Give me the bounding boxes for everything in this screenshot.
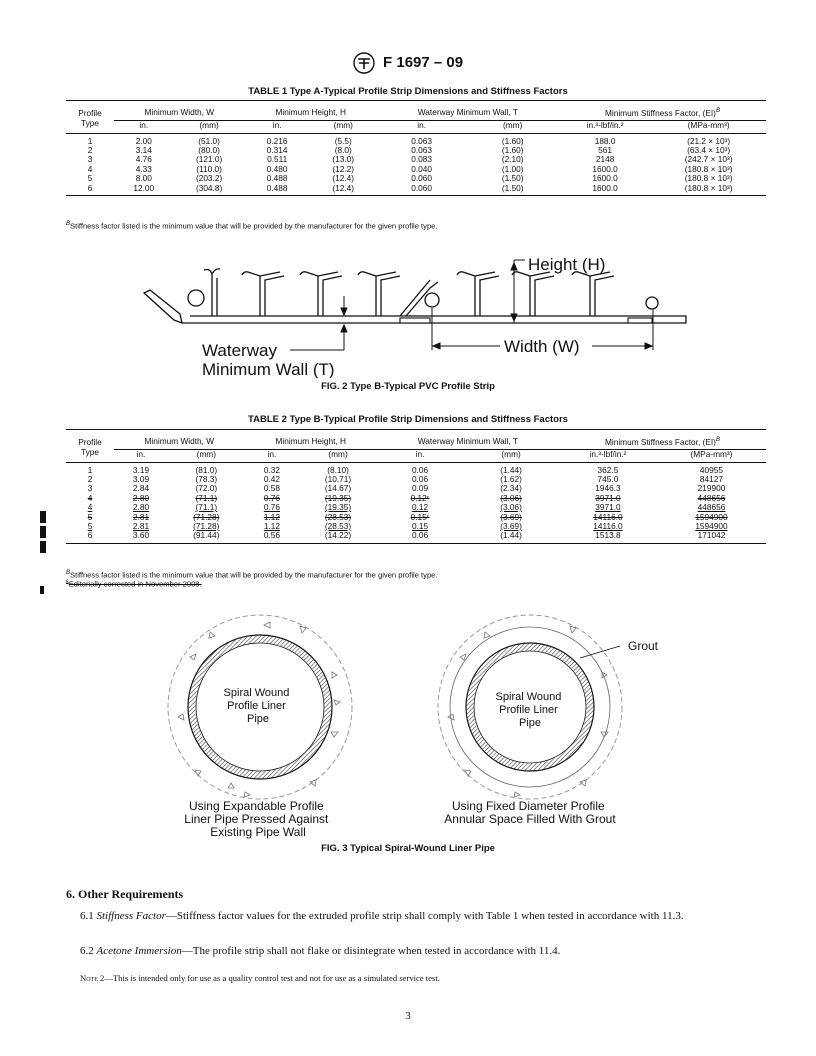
table2-caption: TABLE 2 Type B-Typical Profile Strip Dimensions and Stiffness Factors: [248, 414, 568, 425]
table-cell: (28.53): [324, 511, 352, 522]
table-cell: (304.8): [195, 182, 223, 193]
table-cell: 0.511: [267, 154, 288, 165]
table-cell: (71.28): [193, 511, 220, 522]
table-cell: (63.4 × 10³): [687, 144, 731, 155]
table2-footnote-editorial: $^\varepsilon$Editorially corrected in November 2008.: [66, 579, 202, 589]
unit-header: (mm): [310, 121, 377, 133]
table-cell: (242.7 × 10³): [684, 154, 733, 165]
table-cell: 1594900: [695, 511, 728, 522]
table-cell: 171042: [697, 530, 726, 541]
table-cell: 4.33: [135, 163, 152, 174]
unit-header: (mm): [174, 121, 245, 133]
table-cell: 3971.0: [595, 502, 621, 513]
table-cell: (14.22): [324, 530, 352, 541]
column-group-header: Minimum Stiffness Factor, (EI)$^B$: [559, 430, 766, 450]
table-cell: 6: [87, 530, 93, 541]
table-cell: 0.488: [266, 182, 288, 193]
fig3-caption: FIG. 3 Typical Spiral-Wound Liner Pipe: [321, 843, 495, 854]
table-cell: 2: [87, 473, 93, 484]
section-heading: 6. Other Requirements: [66, 887, 184, 901]
table-cell: 0.56: [263, 530, 281, 541]
table-cell: 1946.3: [595, 483, 621, 494]
column-group-header: Minimum Width, W: [114, 101, 245, 121]
table-cell: (121.0): [195, 154, 223, 165]
column-group-header: Minimum Width, W: [114, 430, 245, 450]
astm-logo-icon: [353, 52, 375, 74]
table-cell: 1.12: [263, 511, 281, 522]
paragraph-6-1: 6.1 Stiffness Factor—Stiffness factor values for the extruded profile strip shall comply with Table 1 when tested in accordance with 11.3.: [80, 910, 684, 922]
table-cell: (8.0): [334, 144, 352, 155]
column-group-header: Waterway Minimum Wall, T: [377, 101, 559, 121]
table-cell: 0.480: [266, 163, 288, 174]
table-cell: (51.0): [198, 135, 220, 146]
table-cell: 14116.0: [593, 511, 623, 522]
grout-label: Grout: [628, 639, 659, 653]
table-cell: 0.314: [266, 144, 288, 155]
table-cell: (21.2 × 10³): [687, 135, 731, 146]
height-label: Height (H): [528, 255, 606, 274]
table-cell: (78.3): [195, 473, 218, 484]
svg-text:Using Fixed Diameter Profile: [444, 799, 616, 826]
table-cell: (1.50): [501, 182, 524, 193]
table-cell: (28.53): [324, 521, 352, 532]
unit-header: (mm): [466, 121, 559, 133]
table-cell: 8.00: [135, 173, 152, 184]
table-cell: 0.58: [263, 483, 281, 494]
table-cell: 2148: [595, 154, 615, 165]
table-cell: (71.28): [193, 521, 220, 532]
table-cell: 0.15: [411, 521, 429, 532]
table-cell: (3.06): [500, 502, 522, 513]
document-header: [0, 52, 816, 74]
table-cell: 4: [87, 163, 93, 174]
table-cell: (1.44): [500, 530, 522, 541]
table-cell: 0.216: [266, 135, 288, 146]
table-cell: 745.0: [597, 473, 619, 484]
unit-header: (MPa-mm³): [651, 121, 766, 133]
table-cell: (81.0): [195, 464, 218, 475]
width-label: Width (W): [504, 337, 580, 356]
table-cell: (180.8 × 10³): [684, 163, 733, 174]
page-number: 3: [405, 1010, 411, 1022]
left-caption-2: Liner Pipe Pressed Against: [184, 812, 329, 826]
left-caption-1: Using Expandable Profile: [188, 799, 324, 813]
table-cell: 1600.0: [592, 163, 618, 174]
unit-header: (MPa-mm³): [657, 450, 766, 462]
table-cell: 448656: [697, 492, 726, 503]
table-cell: (5.5): [334, 135, 352, 146]
table-cell: 3.09: [132, 473, 150, 484]
table-cell: 0.060: [411, 173, 433, 184]
table-cell: 1513.8: [595, 530, 621, 541]
table-cell: 0.06: [411, 464, 429, 475]
table-cell: (203.2): [195, 173, 223, 184]
table-cell: 12.00: [133, 182, 155, 193]
column-group-header: Minimum Stiffness Factor, (EI)$^B$: [559, 101, 766, 121]
unit-header: in.³-lbf/in.²: [559, 121, 651, 133]
unit-header: (mm): [299, 450, 377, 462]
table-cell: 0.15ᵋ: [410, 511, 430, 522]
profile-type-header: Profile Type: [66, 101, 114, 134]
right-caption-2: Annular Space Filled With Grout: [444, 812, 616, 826]
change-bar: [40, 511, 46, 523]
table-cell: 3.19: [132, 464, 150, 475]
table-cell: 4: [87, 492, 93, 503]
table-cell: (1.60): [501, 135, 524, 146]
change-bar: [40, 526, 46, 538]
table-cell: (110.0): [196, 163, 222, 174]
fig2-caption: FIG. 2 Type B-Typical PVC Profile Strip: [321, 381, 495, 392]
table-cell: 84127: [699, 473, 723, 484]
table-cell: (13.0): [332, 154, 355, 165]
table-cell: 0.488: [266, 173, 288, 184]
table-cell: 2.00: [135, 135, 152, 146]
profile-type-header: Profile Type: [66, 430, 114, 463]
table-cell: 5: [87, 521, 93, 532]
table-cell: 188.0: [594, 135, 616, 146]
table-cell: (180.8 × 10³): [684, 173, 733, 184]
table-cell: (12.2): [332, 163, 355, 174]
paragraph-6-2: 6.2 Acetone Immersion—The profile strip shall not flake or disintegrate when tested in accordance with 11.4.: [80, 945, 561, 957]
table-cell: 2.81: [132, 511, 150, 522]
table-cell: 0.083: [411, 154, 433, 165]
joint-tab: [400, 318, 430, 323]
svg-text:Using Expandable Profile L: [184, 799, 331, 839]
waterway-label-2: Minimum Wall (T): [202, 360, 335, 378]
table-cell: (1.00): [501, 163, 524, 174]
table1: [66, 100, 766, 196]
table-cell: 219900: [697, 483, 726, 494]
left-center-label-1: Spiral Wound: [223, 687, 290, 699]
table-cell: 1600.0: [592, 182, 618, 193]
table-cell: 0.12ᵋ: [410, 492, 430, 503]
table2-footnote: $^B$Stiffness factor listed is the minimum value that will be provided by the manufacturer for the given profile type.: [66, 570, 438, 580]
table-cell: (3.06): [500, 492, 522, 503]
table-cell: 2.80: [132, 492, 150, 503]
table-cell: 1600.0: [592, 173, 618, 184]
table-cell: 3971.0: [595, 492, 621, 503]
table-cell: 1.12: [263, 521, 281, 532]
table-cell: (19.35): [324, 492, 352, 503]
table-cell: 3.14: [135, 144, 152, 155]
table-cell: 448656: [697, 502, 726, 513]
table-cell: 0.32: [263, 464, 281, 475]
table-cell: (72.0): [195, 483, 218, 494]
table-cell: 0.060: [411, 182, 433, 193]
fig3-liner-pipe-diagram: [150, 602, 690, 842]
table-cell: 0.76: [263, 492, 281, 503]
table-cell: 2.80: [132, 502, 150, 513]
table-cell: 1: [87, 464, 93, 475]
table-cell: (1.60): [501, 144, 524, 155]
table-cell: 2: [87, 144, 93, 155]
table-cell: 0.06: [411, 530, 429, 541]
table2: [66, 429, 766, 544]
table-cell: (10.71): [324, 473, 352, 484]
unit-header: in.: [377, 121, 467, 133]
unit-header: in.: [114, 450, 168, 462]
table-cell: (80.0): [198, 144, 220, 155]
table-cell: (12.4): [332, 182, 355, 193]
table-cell: 14116.0: [593, 521, 623, 532]
table1-caption: TABLE 1 Type A-Typical Profile Strip Dimensions and Stiffness Factors: [248, 86, 568, 97]
table-cell: (19.35): [324, 502, 352, 513]
table-cell: 0.12: [411, 502, 429, 513]
table-cell: 0.040: [411, 163, 433, 174]
table-cell: 4: [87, 502, 93, 513]
right-center-label-2: Profile Liner: [499, 704, 558, 716]
change-bar: [40, 586, 44, 594]
table-cell: (1.44): [500, 464, 522, 475]
profile-ribs: [204, 269, 614, 316]
table-cell: (2.34): [500, 483, 522, 494]
unit-header: (mm): [463, 450, 559, 462]
unit-header: in.³-lbf/in.²: [559, 450, 657, 462]
table-cell: (3.69): [500, 511, 522, 522]
table-cell: 561: [598, 144, 613, 155]
table-cell: 0.76: [263, 502, 281, 513]
table-cell: (2.10): [501, 154, 524, 165]
fig2-profile-strip-diagram: [130, 248, 710, 378]
table-cell: 2.84: [132, 483, 150, 494]
table-cell: 0.42: [263, 473, 281, 484]
table-cell: 0.063: [411, 135, 433, 146]
table-cell: 3: [87, 483, 93, 494]
table-row: [66, 531, 766, 543]
table-cell: (71.1): [195, 492, 218, 503]
table-cell: 6: [87, 182, 93, 193]
table-cell: 40955: [699, 464, 723, 475]
joint-circles: [188, 290, 658, 309]
table-cell: (12.4): [332, 173, 355, 184]
height-dimension: [511, 260, 525, 323]
left-center-label-3: Pipe: [246, 713, 270, 725]
table-cell: 1: [87, 135, 93, 146]
waterway-label-1: Waterway: [202, 341, 277, 360]
table-cell: (1.50): [501, 173, 524, 184]
unit-header: in.: [114, 121, 174, 133]
left-caption-3: Existing Pipe Wall: [210, 825, 306, 839]
change-bar: [40, 541, 46, 553]
column-group-header: Minimum Height, H: [245, 430, 377, 450]
column-group-header: Waterway Minimum Wall, T: [377, 430, 559, 450]
table-cell: (8.10): [327, 464, 349, 475]
right-caption-1: Using Fixed Diameter Profile: [451, 799, 605, 813]
table-cell: 0.06: [411, 473, 429, 484]
table-cell: 0.09: [411, 483, 429, 494]
table-cell: (14.67): [324, 483, 352, 494]
right-center-label-3: Pipe: [518, 717, 542, 729]
standard-id: F 1697 – 09: [383, 53, 464, 71]
column-group-header: Minimum Height, H: [245, 101, 377, 121]
left-center-label-2: Profile Liner: [227, 700, 286, 712]
end-tab: [628, 318, 652, 323]
unit-header: in.: [245, 121, 310, 133]
unit-header: in.: [377, 450, 463, 462]
table-cell: (180.8 × 10³): [684, 182, 733, 193]
table-cell: 5: [87, 511, 93, 522]
table-cell: 3.60: [132, 530, 150, 541]
table-cell: 5: [87, 173, 93, 184]
svg-text:Spiral Wound Profile Liner: [496, 691, 565, 729]
table-cell: (71.1): [195, 502, 218, 513]
table-cell: 4.76: [135, 154, 152, 165]
table-cell: (91.44): [193, 530, 220, 541]
unit-header: in.: [245, 450, 300, 462]
svg-text:Spiral Wound Profile Liner: [224, 687, 293, 725]
table-cell: 0.063: [411, 144, 433, 155]
right-center-label-1: Spiral Wound: [495, 691, 562, 703]
note-2: Note 2—This is intended only for use as a quality control test and not for use as a simulated service test.: [80, 973, 440, 983]
table-row: [66, 184, 766, 196]
table-cell: 2.81: [132, 521, 150, 532]
table1-footnote: $^B$Stiffness factor listed is the minimum value that will be provided by the manufacturer for the given profile type.: [66, 221, 438, 231]
table-cell: 362.5: [597, 464, 619, 475]
table-cell: (1.62): [500, 473, 522, 484]
unit-header: (mm): [168, 450, 245, 462]
table-cell: (3.69): [500, 521, 522, 532]
table-cell: 3: [87, 154, 93, 165]
table-cell: 1594900: [695, 521, 728, 532]
